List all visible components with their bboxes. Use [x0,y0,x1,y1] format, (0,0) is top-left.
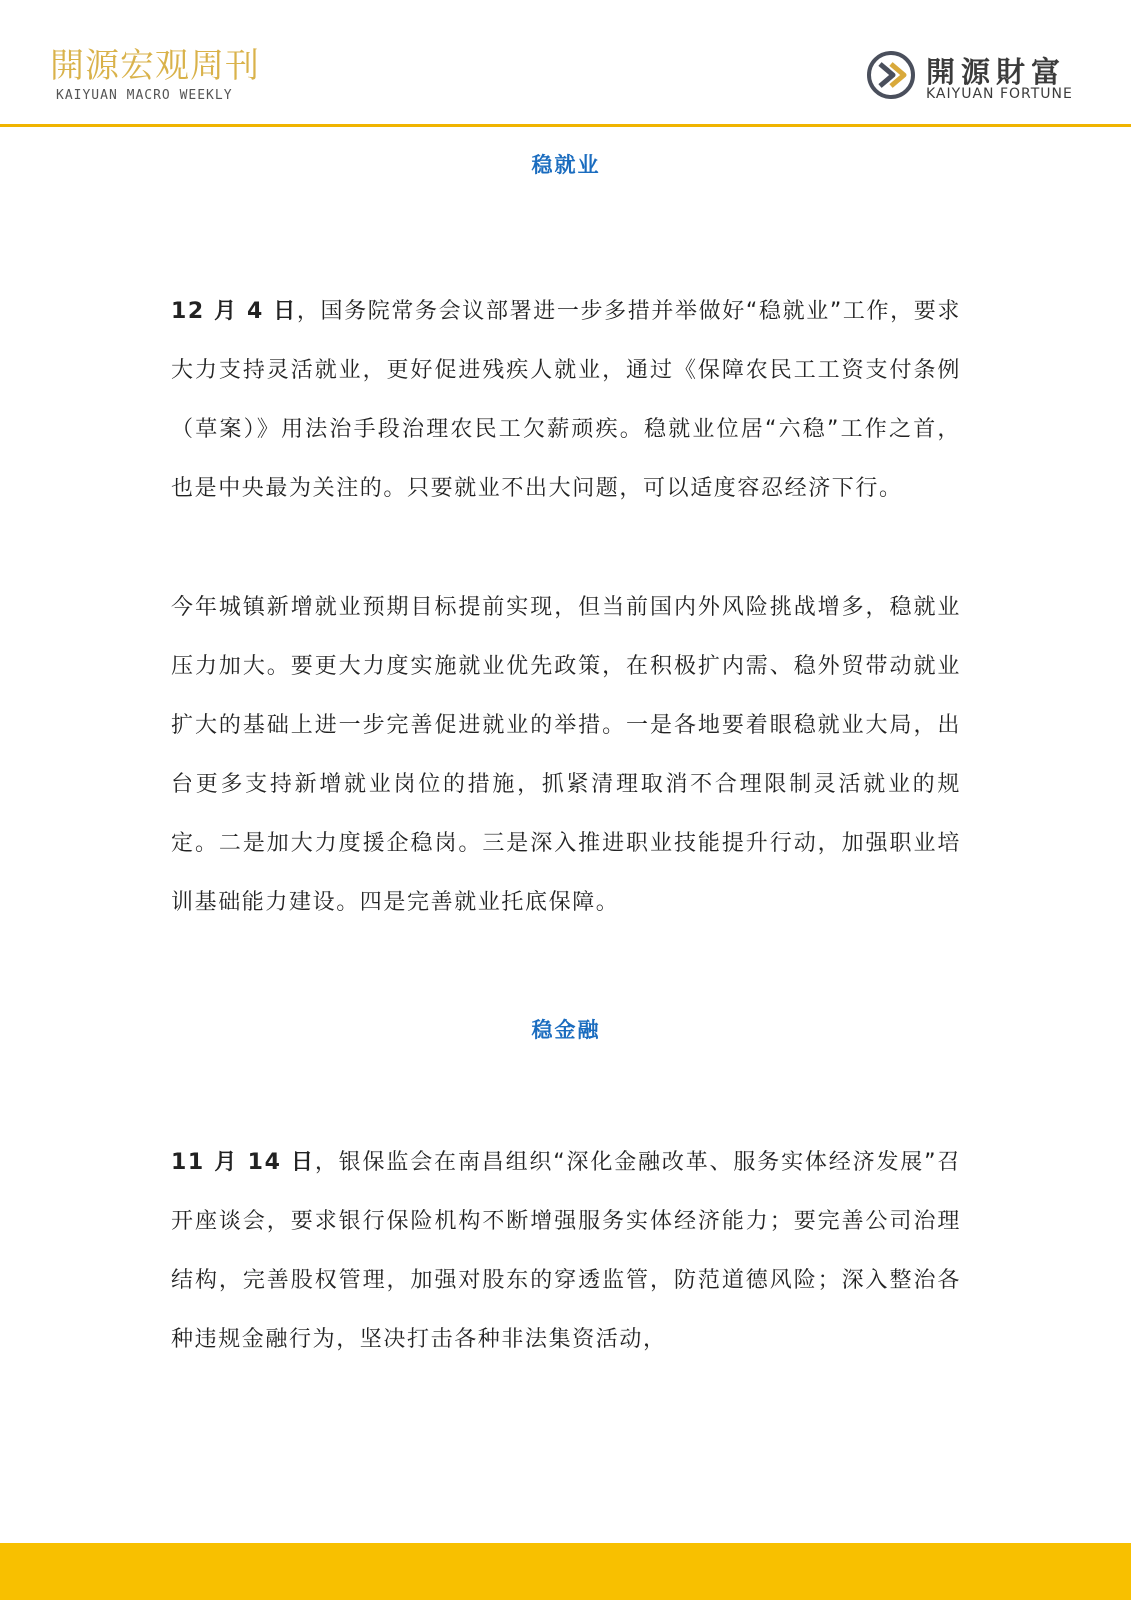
paragraph-date: 11 月 14 日 [171,1150,315,1175]
company-logo [866,50,1096,106]
kaiyuan-logo-icon [866,50,916,100]
article-body [171,140,961,1369]
publication-title: 開源宏观周刊 [50,46,260,86]
footer-bar [0,1543,1131,1600]
logo-wordmark-en: KAIYUAN FORTUNE [926,86,1073,102]
header-divider [0,124,1131,127]
publication-subtitle: KAIYUAN MACRO WEEKLY [56,88,233,103]
section-title-employment: 稳就业 [531,153,601,177]
paragraph-text: ，国务院常务会议部署进一步多措并举做好“稳就业”工作，要求大力支持灵活就业，更好促进残疾人就业，通过《保障农民工工资支付条例（草案）》用法治手段治理农民工欠薪顽疾。稳就业位居“六稳”工作之首，也是中央最为关注的。只要就业不出大问题，可以适度容忍经济下行。 [171,299,961,501]
paragraph [171,1133,961,1369]
paragraph-text: ，银保监会在南昌组织“深化金融改革、服务实体经济发展”召开座谈会，要求银行保险机构不断增强服务实体经济能力；要完善公司治理结构，完善股权管理，加强对股东的穿透监管，防范道德风险；深入整治各种违规金融行为，坚决打击各种非法集资活动， [171,1150,961,1352]
logo-wordmark-cn: 開源財富 [926,55,1067,89]
paragraph [171,282,961,518]
paragraph-text: 今年城镇新增就业预期目标提前实现，但当前国内外风险挑战增多，稳就业压力加大。要更大力度实施就业优先政策，在积极扩内需、稳外贸带动就业扩大的基础上进一步完善促进就业的举措。一是各地要着眼稳就业大局，出台更多支持新增就业岗位的措施，抓紧清理取消不合理限制灵活就业的规定。二是加大力度援企稳岗。三是深入推进职业技能提升行动，加强职业培训基础能力建设。四是完善就业托底保障。 [171,595,961,915]
paragraph [171,578,961,932]
page-header [0,0,1131,126]
section-title-finance: 稳金融 [531,1018,601,1042]
paragraph-date: 12 月 4 日 [171,299,297,324]
